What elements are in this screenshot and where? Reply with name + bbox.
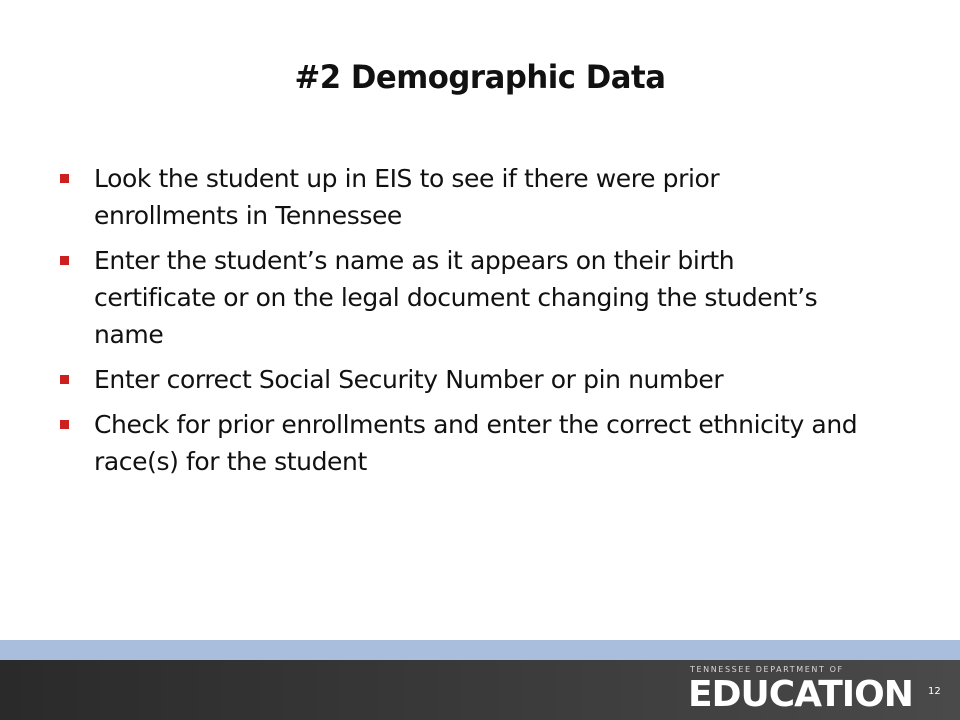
bullet-item	[60, 406, 860, 480]
logo-subtitle: TENNESSEE DEPARTMENT OF	[690, 665, 844, 674]
square-bullet-icon	[60, 420, 69, 429]
bullet-text: Check for prior enrollments and enter the correct ethnicity and race(s) for the student	[94, 410, 858, 476]
accent-bar	[0, 640, 960, 660]
bullet-text: Enter the student’s name as it appears on their birth certificate or on the legal document changing the student’s name	[94, 246, 818, 349]
bullet-item	[60, 160, 860, 234]
education-logo	[688, 663, 918, 715]
bullet-item	[60, 242, 860, 353]
square-bullet-icon	[60, 256, 69, 265]
page-number: 12	[928, 686, 941, 697]
slide-title: #2 Demographic Data	[294, 58, 666, 96]
bullet-text: Enter correct Social Security Number or pin number	[94, 365, 724, 394]
logo-title: EDUCATION	[688, 674, 913, 715]
bullet-item	[60, 361, 860, 398]
bullet-text: Look the student up in EIS to see if there were prior enrollments in Tennessee	[94, 164, 720, 230]
bullet-list	[60, 160, 860, 488]
square-bullet-icon	[60, 174, 69, 183]
square-bullet-icon	[60, 375, 69, 384]
